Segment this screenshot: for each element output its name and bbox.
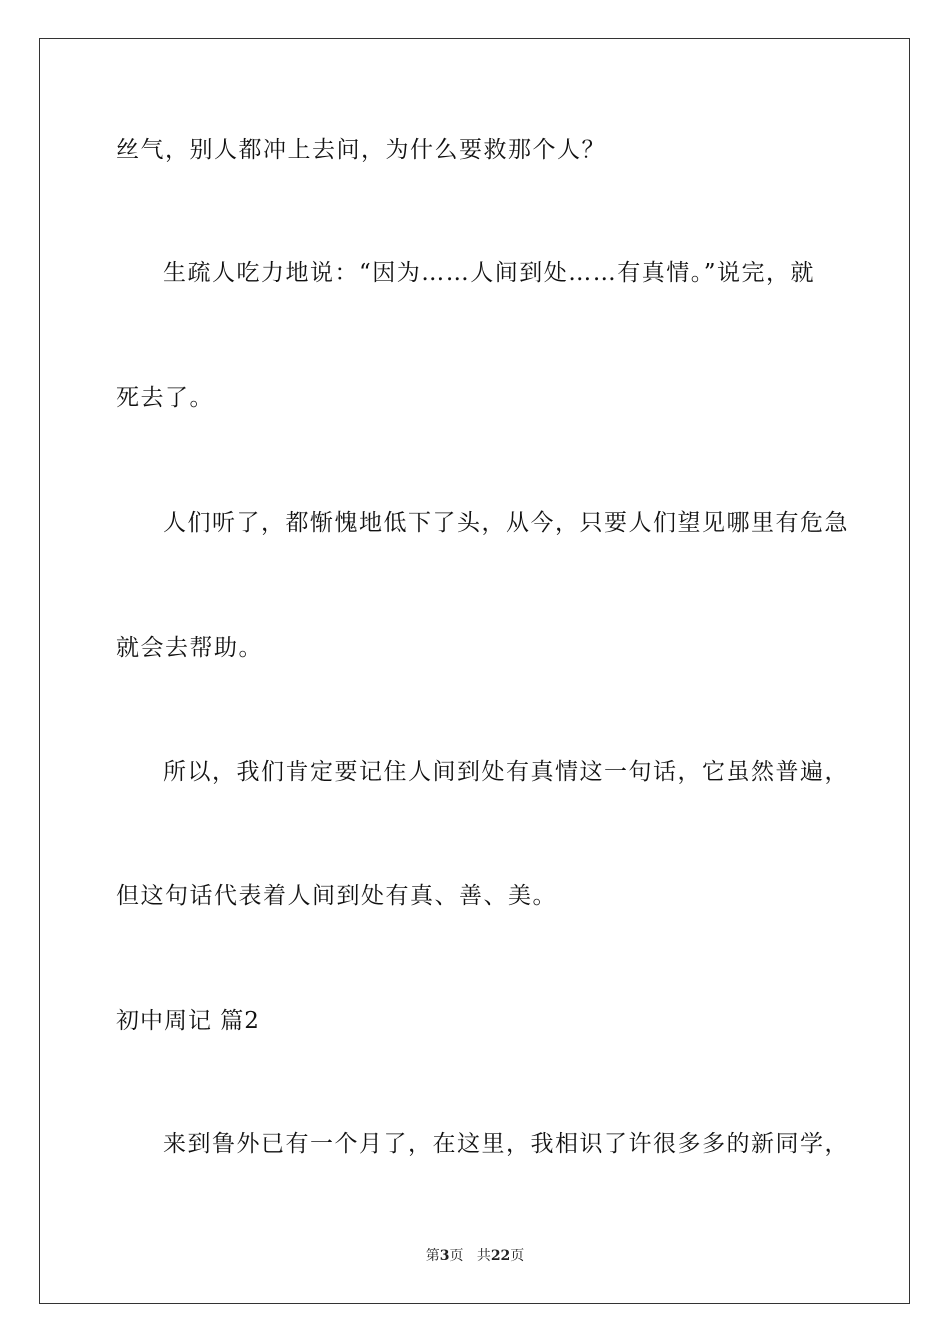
page-frame — [39, 38, 910, 1304]
paragraph-line: 生疏人吃力地说：“因为……人间到处……有真情。”说完，就 — [163, 260, 816, 286]
footer-total-prefix: 共 — [476, 1248, 491, 1264]
paragraph-line: 死去了。 — [116, 385, 214, 411]
footer-total-suffix: 页 — [510, 1248, 525, 1264]
footer-page-suffix: 页 — [449, 1248, 464, 1264]
footer-page-current: 3 — [439, 1248, 450, 1264]
footer-page-total: 22 — [490, 1248, 511, 1264]
paragraph-line: 就会去帮助。 — [116, 635, 263, 661]
paragraph-line: 人们听了，都惭愧地低下了头，从今，只要人们望见哪里有危急 — [163, 510, 849, 536]
paragraph-line: 但这句话代表着人间到处有真、善、美。 — [116, 883, 557, 909]
paragraph-line: 丝气，别人都冲上去问，为什么要救那个人？ — [116, 137, 606, 163]
footer-page-prefix: 第 — [425, 1248, 440, 1264]
section-heading: 初中周记 篇2 — [116, 1008, 260, 1034]
paragraph-line: 所以，我们肯定要记住人间到处有真情这一句话，它虽然普遍， — [163, 759, 849, 785]
page-footer — [0, 1246, 950, 1266]
paragraph-line: 来到鲁外已有一个月了，在这里，我相识了许很多多的新同学， — [163, 1131, 849, 1157]
